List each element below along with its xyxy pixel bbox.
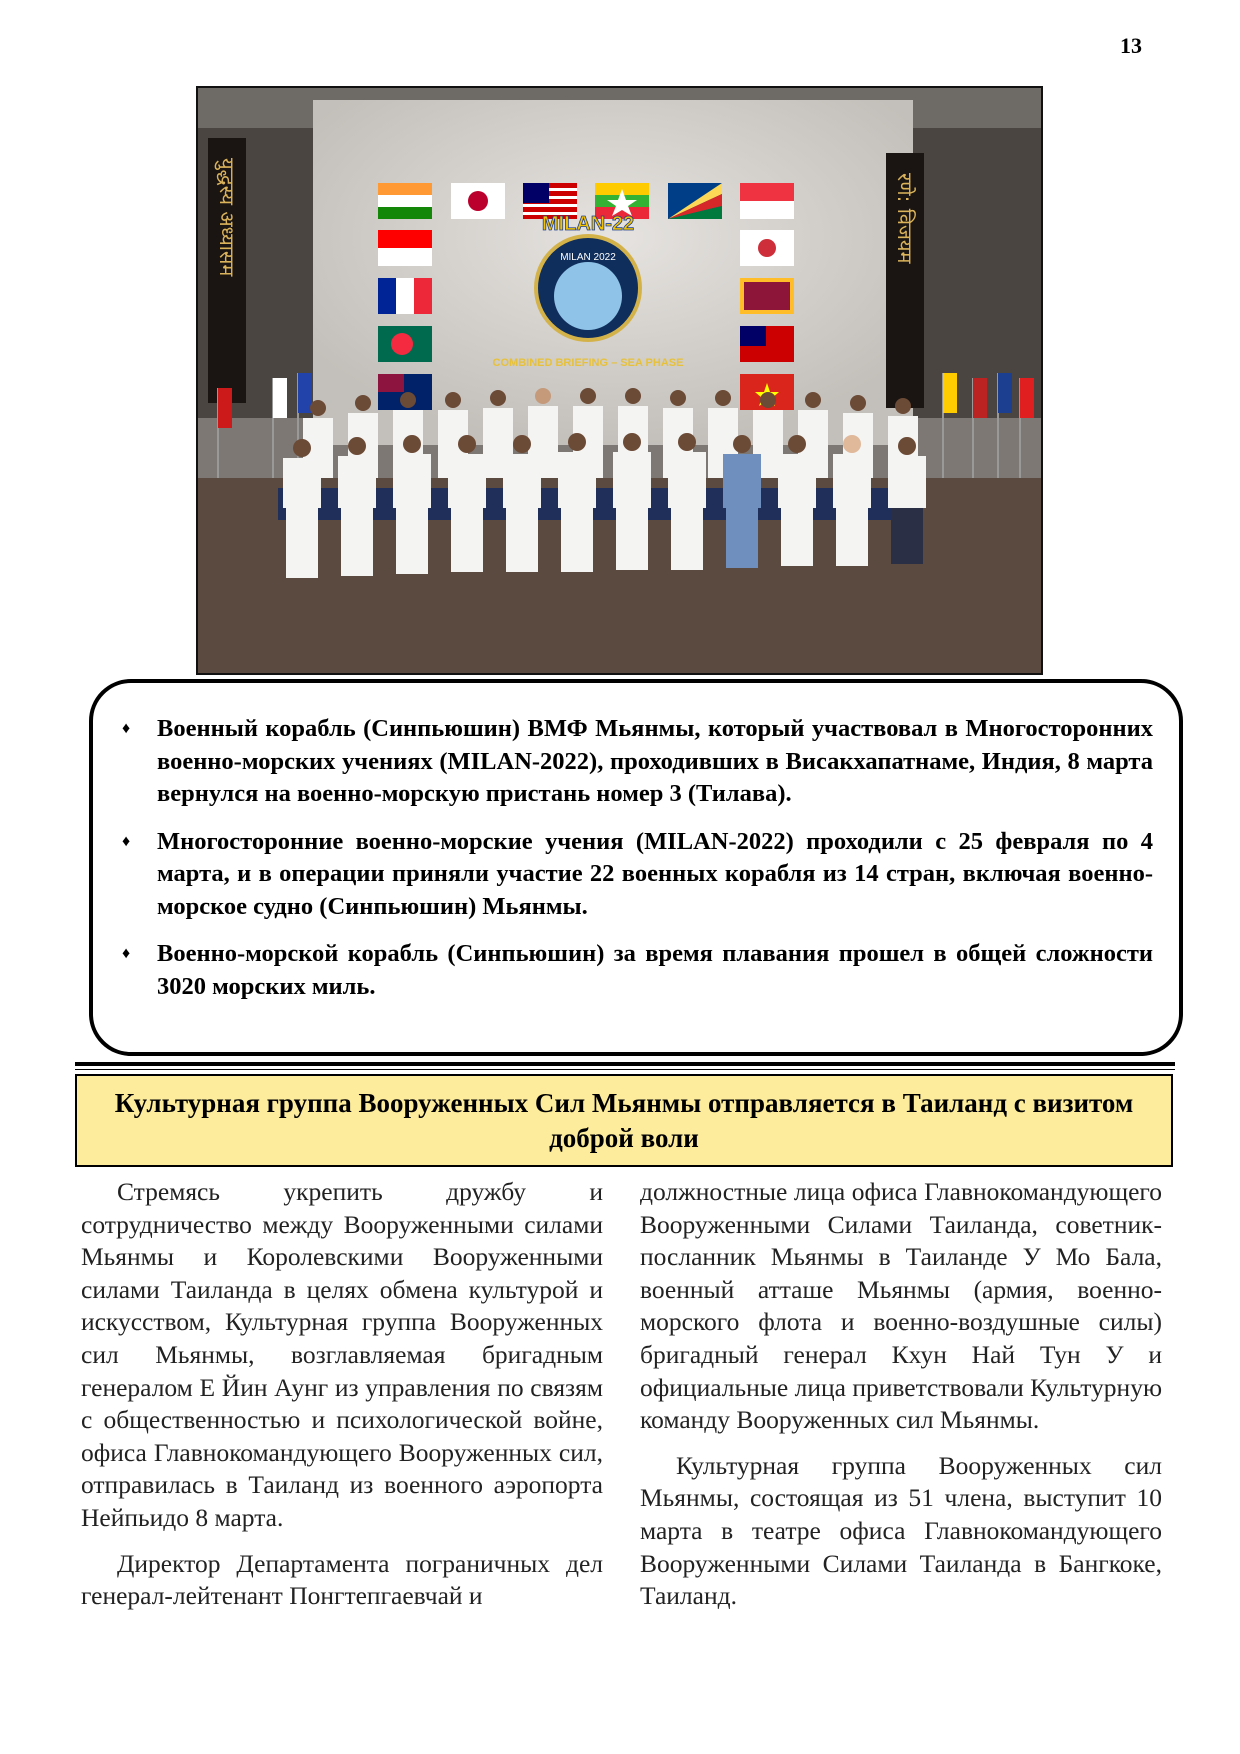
headline-text: Культурная группа Вооруженных Сил Мьянмы отправляется в Таиланд с визитом доброй воли (114, 1087, 1134, 1153)
bullet-item (119, 826, 1153, 924)
emblem-text: MILAN 2022 (560, 252, 616, 263)
divider (75, 1069, 1175, 1070)
diamond-bullet-icon: ♦ (122, 720, 131, 737)
article-paragraph: Стремясь укрепить дружбу и сотрудничество между Вооруженными силами Мьянмы и Королевскими Вооруженными силами Таиланда в целях обмена культурой и искусством, Культурная группа Вооруженных сил Мьянмы, возглавляемая бригадным генералом Е Йин Аунг из управления по связям с общественностью и психологической войне, офиса Главнокомандующего Вооруженных сил, отправилась в Таиланд из военного аэропорта Нейпьидо 8 марта. (81, 1177, 603, 1532)
bullet-list (119, 713, 1153, 1003)
bullet-box (89, 679, 1183, 1056)
bullet-text: Военно-морской корабль (Синпьюшин) за время плавания прошел в общей сложности 3020 морских миль. (157, 940, 1153, 1000)
page-number: 13 (1120, 33, 1142, 58)
article-paragraph: Культурная группа Вооруженных сил Мьянмы, состоящая из 51 члена, выступит 10 марта в театре офиса Главнокомандующего Вооруженными Силами Таиланда в Бангкоке, Таиланд. (640, 1450, 1162, 1611)
bullet-text: Военный корабль (Синпьюшин) ВМФ Мьянмы, который участвовал в Многосторонних военно-морских учениях (MILAN-2022), проходивших в Висакхапатнаме, Индия, 8 марта вернулся на военно-морскую пристань номер 3 (Тилава). (157, 715, 1153, 807)
divider (75, 1062, 1175, 1066)
bullet-text: Многосторонние военно-морские учения (MILAN-2022) проходили с 25 февраля по 4 марта, и в операции приняли участие 22 военных корабля из 14 стран, включая военно-морское судно (Синпьюшин) Мьянмы. (157, 827, 1153, 920)
diamond-bullet-icon: ♦ (122, 832, 131, 850)
article-paragraph: должностные лица офиса Главнокомандующего Вооруженными Силами Таиланда, советник-посланник Мьянмы в Таиланде У Мо Бала, военный атташе Мьянмы (армия, военно-морского флота и военно-воздушные силы) бригадный генерал Кхун Най Тун У и официальные лица приветствовали Культурную команду Вооруженных сил Мьянмы. (640, 1177, 1162, 1435)
screen-caption: COMBINED BRIEFING – SEA PHASE (492, 357, 684, 369)
group-photo (196, 86, 1043, 675)
bullet-item (119, 713, 1153, 811)
article-column-left (81, 1176, 603, 1626)
article-column-right (640, 1176, 1162, 1626)
bullet-item (119, 938, 1153, 1003)
article-headline (75, 1074, 1173, 1167)
diamond-bullet-icon: ♦ (122, 945, 131, 962)
screen-title: MILAN-22 (541, 213, 635, 235)
left-banner-text: युद्धस्य अध्यासम (215, 158, 239, 277)
article-paragraph: Директор Департамента пограничных дел генерал-лейтенант Понгтепгаевчай и (81, 1548, 603, 1611)
right-banner-text: रणे: विजयम (893, 173, 917, 264)
